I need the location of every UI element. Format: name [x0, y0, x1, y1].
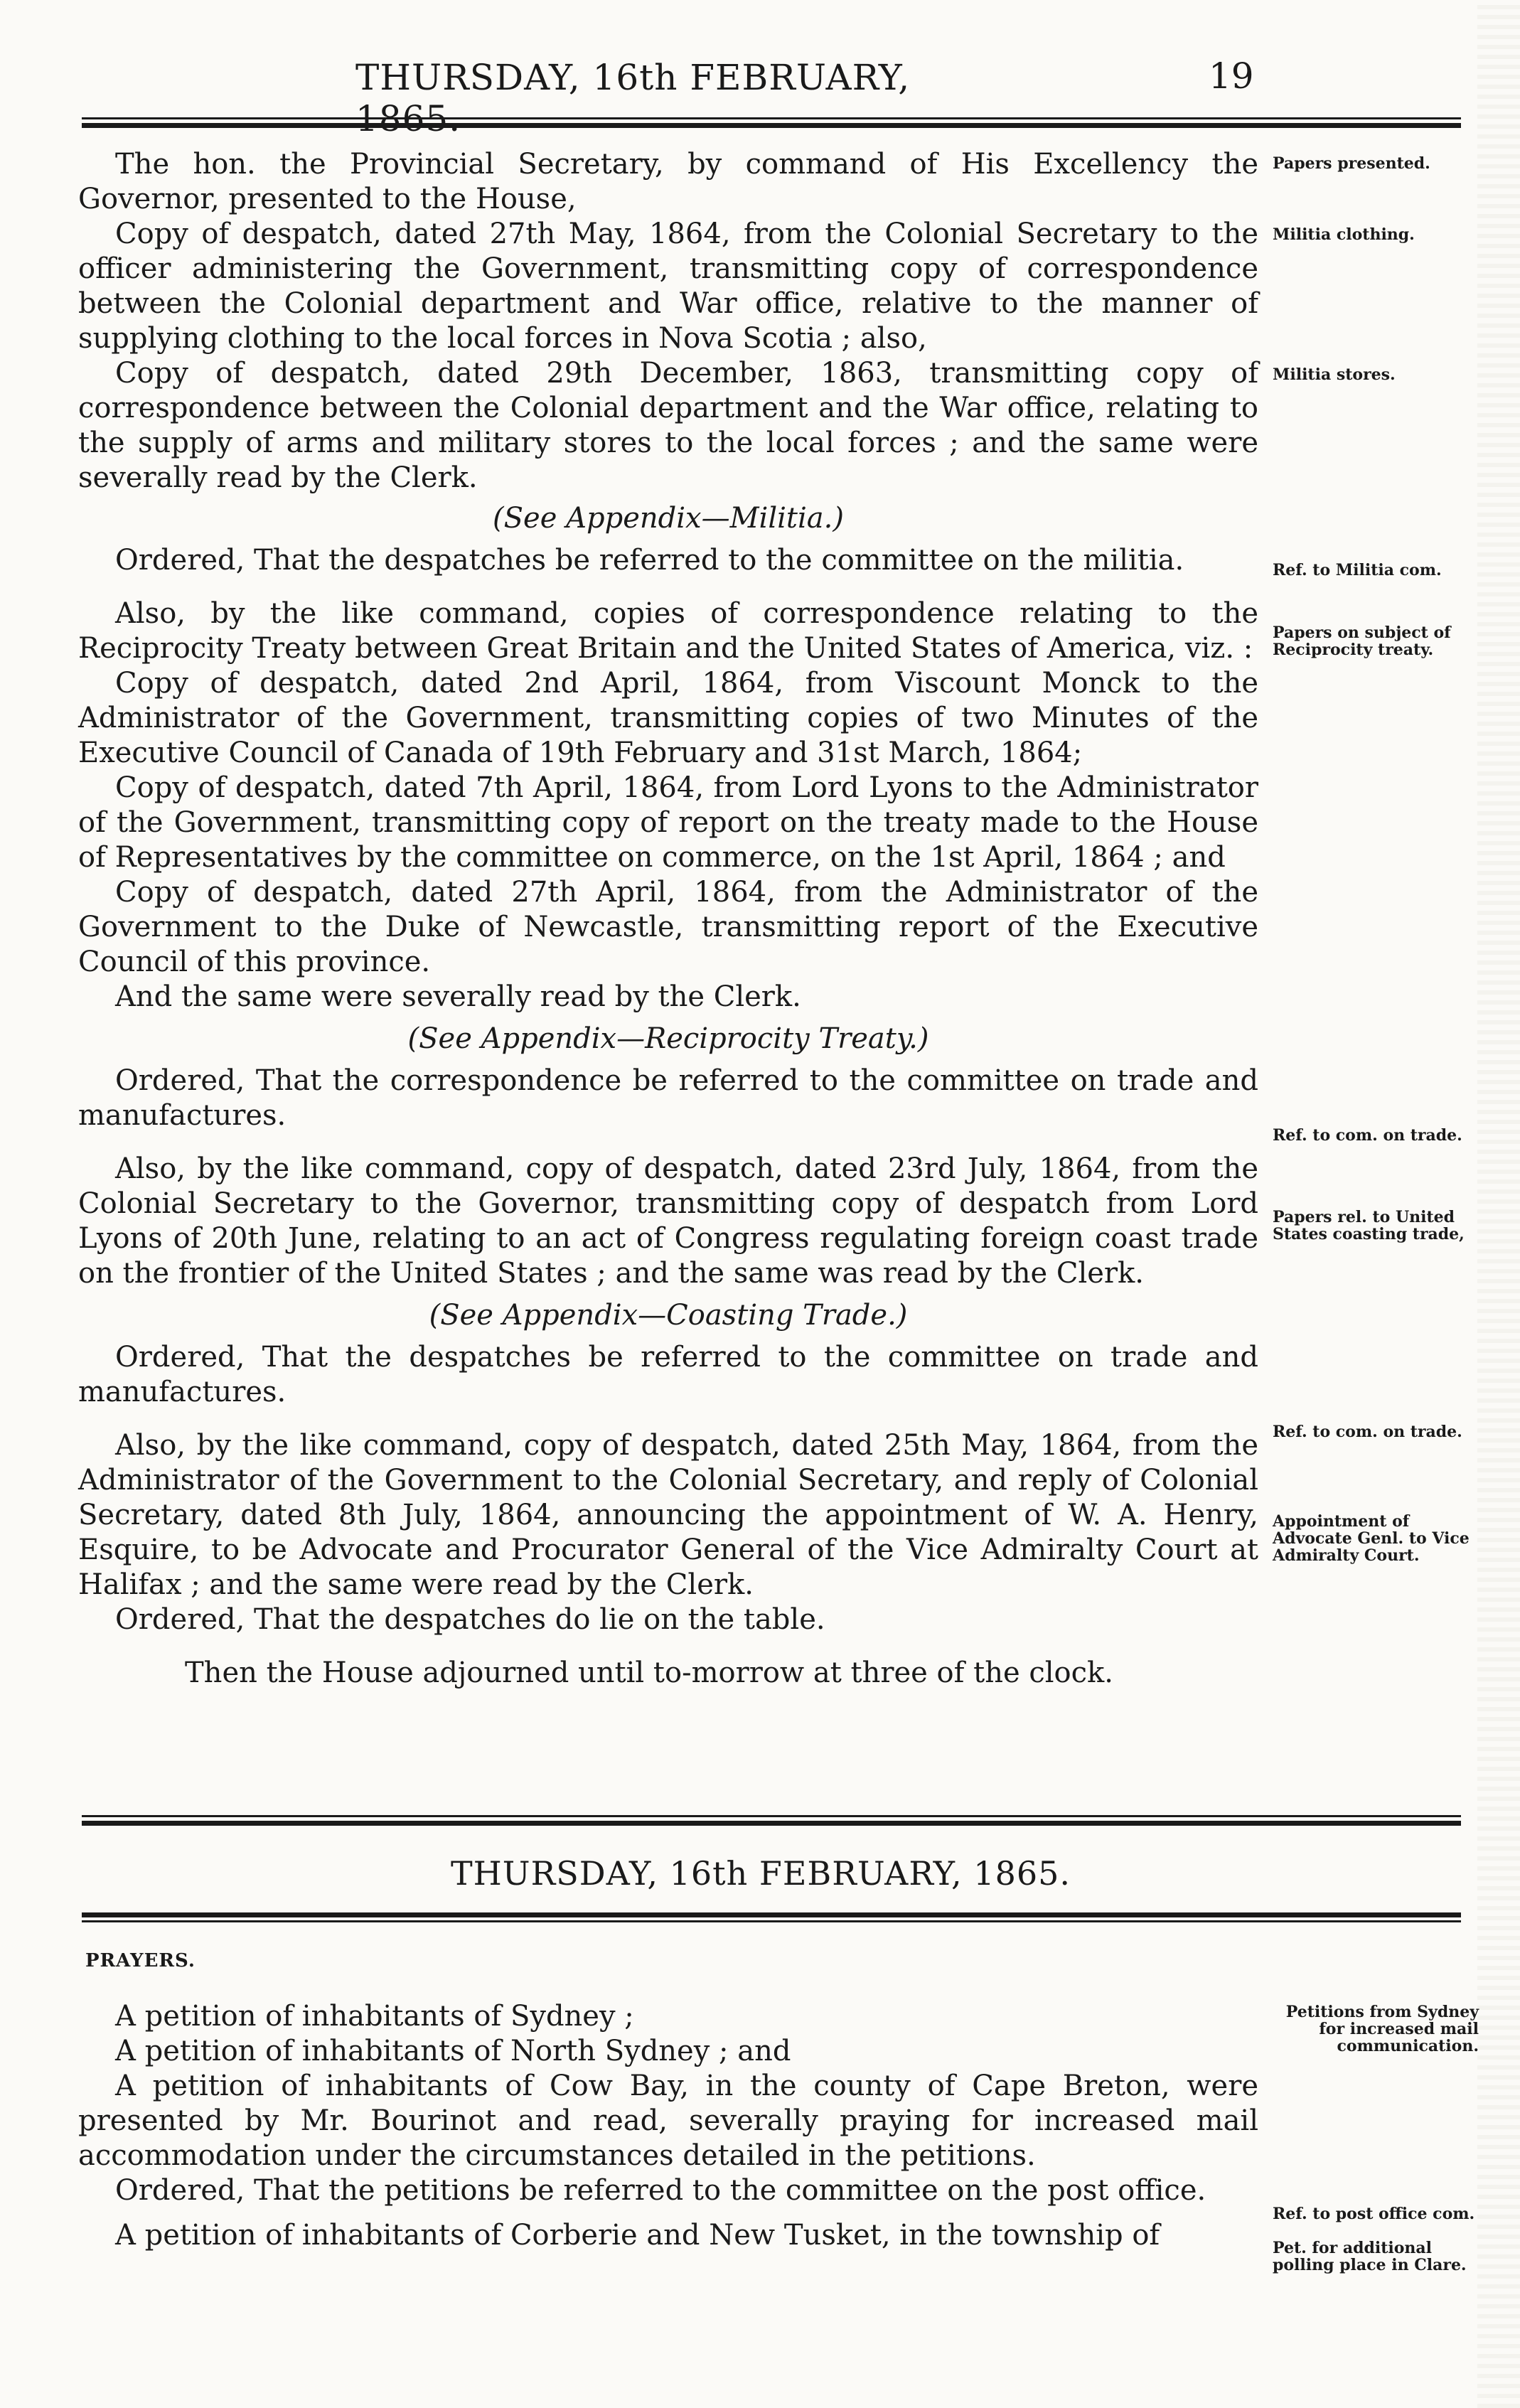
paragraph: Also, by the like command, copies of correspondence relating to the Reciprocity Treaty between Great Britain and the United States of America, viz. :	[78, 597, 1258, 665]
page-edge-speckle	[1477, 0, 1520, 2408]
appendix-reference: (See Appendix—Reciprocity Treaty.)	[407, 1022, 929, 1055]
adjournment-line: Then the House adjourned until to-morrow at three of the clock.	[185, 1657, 1113, 1689]
margin-note: Militia clothing.	[1273, 225, 1415, 244]
header-rule-thin	[82, 117, 1461, 119]
section-rule-thick-lower	[82, 1912, 1461, 1917]
page-header-title: THURSDAY, 16th FEBRUARY,	[355, 57, 911, 98]
paragraph: Copy of despatch, dated 2nd April, 1864, from Viscount Monck to the Administrator of the Government, transmitting copies of two Minutes of the Executive Council of Canada of 19th February and 31st March, 1864;	[78, 667, 1258, 769]
section-rule-thin-lower	[82, 1920, 1461, 1922]
paragraph: A petition of inhabitants of Cow Bay, in the county of Cape Breton, were presented by Mr. Bourinot and read, severally praying for increased mail accommodation under the circumstances detailed in the petitions.	[78, 2070, 1258, 2172]
order-paragraph: Ordered, That the despatches be referred to the committee on trade and manufactures.	[78, 1341, 1258, 1408]
margin-note: Pet. for additional polling place in Clare.	[1273, 2239, 1467, 2274]
order-paragraph: Ordered, That the despatches be referred to the committee on the militia.	[115, 544, 1184, 577]
margin-note: Papers on subject of Reciprocity treaty.	[1273, 624, 1451, 659]
margin-note: Ref. to post office com.	[1273, 2205, 1475, 2223]
paragraph: Copy of despatch, dated 27th April, 1864, from the Administrator of the Government to the Duke of Newcastle, transmitting report of the Executive Council of this province.	[78, 876, 1258, 978]
paragraph: Copy of despatch, dated 7th April, 1864, from Lord Lyons to the Administrator of the Government, transmitting copy of report on the treaty made to the House of Representatives by the committee on commerce, on the 1st April, 1864 ; and	[78, 771, 1258, 874]
paragraph: Copy of despatch, dated 27th May, 1864, from the Colonial Secretary to the officer administering the Government, transmitting copy of correspondence between the Colonial department and War office, relative to the manner of supplying clothing to the local forces in Nova Scotia ; also,	[78, 218, 1258, 355]
order-paragraph: Ordered, That the despatches do lie on the table.	[115, 1603, 825, 1636]
margin-note: Ref. to Militia com.	[1273, 561, 1442, 579]
section-rule-thin	[82, 1815, 1461, 1817]
appendix-reference: (See Appendix—Coasting Trade.)	[429, 1299, 908, 1332]
paragraph: The hon. the Provincial Secretary, by command of His Excellency the Governor, presented to the House,	[78, 148, 1258, 215]
margin-note: Militia stores.	[1273, 365, 1396, 384]
paragraph: Also, by the like command, copy of despatch, dated 23rd July, 1864, from the Colonial Secretary to the Governor, transmitting copy of despatch from Lord Lyons of 20th June, relating to an act of Congress regulating foreign coast trade on the frontier of the United States ; and the same was read by the Clerk.	[78, 1152, 1258, 1290]
section-title: THURSDAY, 16th FEBRUARY, 1865.	[451, 1854, 1071, 1893]
prayers-label: PRAYERS.	[85, 1950, 196, 1971]
header-rule-thick	[82, 123, 1461, 128]
order-paragraph: Ordered, That the correspondence be referred to the committee on trade and manufactures.	[78, 1064, 1258, 1132]
section-rule-thick	[82, 1821, 1461, 1826]
page-number: 19	[1209, 55, 1254, 97]
proceedings-column-2	[78, 1999, 1258, 2253]
margin-note: Appointment of Advocate Genl. to Vice Admiralty Court.	[1273, 1512, 1470, 1565]
paragraph: A petition of inhabitants of North Sydney ; and	[115, 2035, 791, 2067]
paragraph: And the same were severally read by the Clerk.	[115, 980, 801, 1013]
paragraph: A petition of inhabitants of Sydney ;	[115, 2000, 634, 2033]
margin-note: Papers presented.	[1273, 154, 1430, 173]
order-paragraph: Ordered, That the petitions be referred to the committee on the post office.	[115, 2174, 1206, 2207]
margin-note: Ref. to com. on trade.	[1273, 1423, 1462, 1441]
proceedings-column-1	[78, 147, 1258, 1691]
margin-note: Ref. to com. on trade.	[1273, 1126, 1462, 1145]
paragraph: Also, by the like command, copy of despatch, dated 25th May, 1864, from the Administrator of the Government to the Colonial Secretary, and reply of Colonial Secretary, dated 8th July, 1864, announcing the appointment of W. A. Henry, Esquire, to be Advocate and Procurator General of the Vice Admiralty Court at Halifax ; and the same were read by the Clerk.	[78, 1429, 1258, 1601]
paragraph: Copy of despatch, dated 29th December, 1863, transmitting copy of correspondence between the Colonial department and the War office, relating to the supply of arms and military stores to the local forces ; and the same were severally read by the Clerk.	[78, 357, 1258, 494]
margin-note: Papers rel. to United States coasting trade,	[1273, 1208, 1465, 1243]
paragraph: A petition of inhabitants of Corberie and New Tusket, in the township of	[115, 2219, 1160, 2252]
appendix-reference: (See Appendix—Militia.)	[493, 502, 844, 535]
margin-note: Petitions from Sydney for increased mail communication.	[1285, 2003, 1479, 2055]
